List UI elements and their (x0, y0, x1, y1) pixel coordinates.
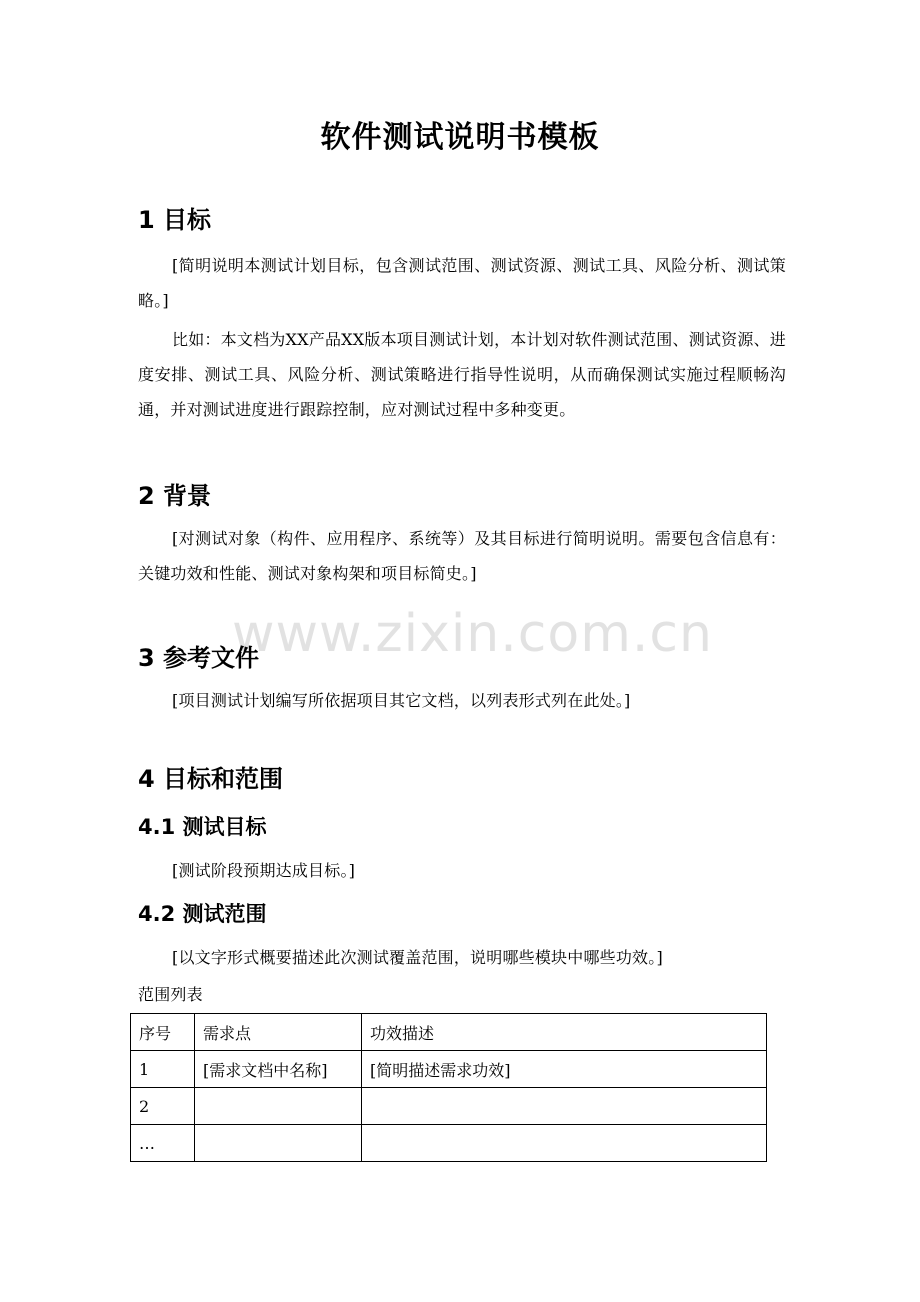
section-4-heading: 4 目标和范围 (138, 765, 284, 793)
table-cell: [简明描述需求功效] (362, 1051, 767, 1088)
table-header-cell: 需求点 (195, 1014, 362, 1051)
site-watermark: www.zixin.com.cn (232, 604, 713, 664)
table-cell: 1 (131, 1051, 195, 1088)
scope-table-caption: 范围列表 (138, 985, 203, 1004)
section-3-heading: 3 参考文件 (138, 644, 260, 672)
section-2-heading: 2 背景 (138, 482, 212, 510)
section-3-paragraph-1: [项目测试计划编写所依据项目其它文档，以列表形式列在此处。] (172, 691, 631, 710)
table-cell (195, 1088, 362, 1125)
section-1-paragraph-2: 比如：本文档为XX产品XX版本项目测试计划，本计划对软件测试范围、测试资源、进度安排、测试工具、风险分析、测试策略进行指导性说明，从而确保测试实施过程顺畅沟通，并对测试进度进行跟踪控制，应对测试过程中多种变更。 (138, 330, 786, 419)
section-4-2-paragraph: [以文字形式概要描述此次测试覆盖范围，说明哪些模块中哪些功效。] (172, 948, 663, 967)
table-cell: [需求文档中名称] (195, 1051, 362, 1088)
table-row (131, 1088, 767, 1125)
section-4-1-heading: 4.1 测试目标 (138, 815, 267, 839)
section-1-paragraph-1: [简明说明本测试计划目标，包含测试范围、测试资源、测试工具、风险分析、测试策略。] (138, 256, 786, 310)
section-1-heading: 1 目标 (138, 206, 212, 234)
table-cell (362, 1088, 767, 1125)
section-4-2-heading: 4.2 测试范围 (138, 902, 267, 926)
table-header-cell: 序号 (131, 1014, 195, 1051)
table-header-row (131, 1014, 767, 1051)
section-4-1-paragraph: [测试阶段预期达成目标。] (172, 861, 356, 880)
table-cell: 2 (131, 1088, 195, 1125)
table-cell: … (131, 1125, 195, 1162)
table-row (131, 1051, 767, 1088)
document-title: 软件测试说明书模板 (320, 120, 600, 155)
section-2-paragraph-1: [对测试对象（构件、应用程序、系统等）及其目标进行简明说明。需要包含信息有：关键功效和性能、测试对象构架和项目标简史。] (138, 529, 786, 583)
scope-table (130, 1013, 767, 1162)
table-header-cell: 功效描述 (362, 1014, 767, 1051)
table-row (131, 1125, 767, 1162)
table-cell (362, 1125, 767, 1162)
table-cell (195, 1125, 362, 1162)
